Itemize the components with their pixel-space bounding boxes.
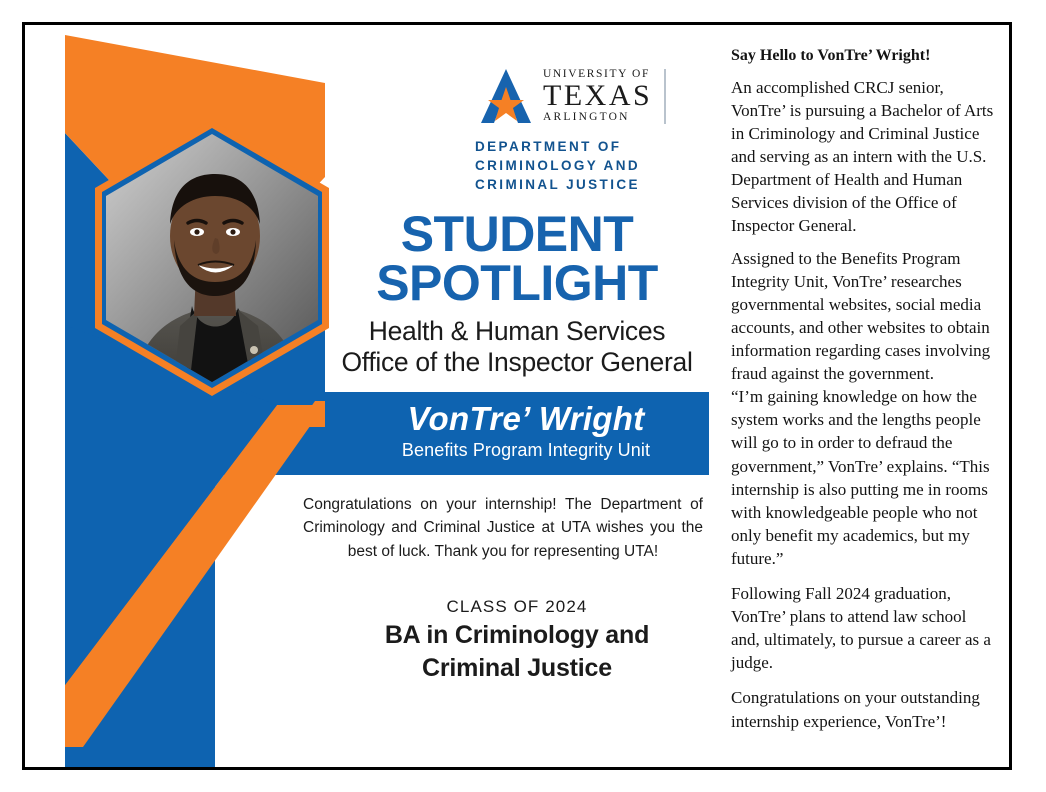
article-column — [731, 45, 999, 742]
page-title — [325, 206, 709, 379]
uta-a-star-icon — [475, 67, 537, 125]
article-paragraph: Assigned to the Benefits Program Integrity Unit, VonTre’ researches governmental websites, social media accounts, and other websites to obtain information regarding cases involving fraud against the government. — [731, 248, 991, 384]
logo-texas-text: TEXAS — [543, 79, 653, 112]
student-name: VonTre’ Wright — [407, 400, 645, 437]
article-heading: Say Hello to VonTre’ Wright! — [731, 47, 931, 64]
department-line-1: DEPARTMENT OF — [475, 139, 622, 154]
degree-line-2: Criminal Justice — [422, 654, 612, 682]
subtitle-line-2: Office of the Inspector General — [341, 347, 693, 378]
class-block — [325, 597, 709, 683]
uta-logo — [475, 65, 685, 205]
congratulations-text: Congratulations on your internship! The Department of Criminology and Criminal Justice at UTA wishes you the best of luck. Thank you for representing UTA! — [303, 496, 703, 560]
title-line-2: SPOTLIGHT — [376, 255, 658, 311]
department-name — [475, 137, 685, 194]
article-paragraph: “I’m gaining knowledge on how the system works and the lengths people will go to in order to defraud the government,” VonTre’ explains. “This internship is also putting me in rooms with knowledgeable people who not only benefit my academics, but my future.” — [731, 387, 990, 568]
class-of-label: CLASS OF 2024 — [446, 597, 588, 616]
article-paragraph: An accomplished CRCJ senior, VonTre’ is pursuing a Bachelor of Arts in Criminology and Criminal Justice and serving as an intern with the U.S. Department of Health and Human Services division of the Office of Inspector General. — [731, 77, 994, 236]
article-paragraph: Following Fall 2024 graduation, VonTre’ plans to attend law school and, ultimately, to pursue a career as a judge. — [731, 584, 991, 673]
article-paragraph: Congratulations on your outstanding internship experience, VonTre’! — [731, 688, 980, 731]
flyer-frame — [22, 22, 1012, 770]
student-name-banner — [325, 392, 709, 475]
department-line-2: CRIMINOLOGY AND — [475, 158, 641, 174]
student-unit: Benefits Program Integrity Unit — [401, 440, 651, 461]
flyer-panel — [25, 25, 709, 767]
logo-arlington-text: ARLINGTON — [543, 111, 630, 123]
portrait-hexagon — [88, 120, 336, 396]
degree-line-1: BA in Criminology and — [384, 621, 650, 649]
department-line-3: CRIMINAL JUSTICE — [475, 177, 640, 193]
avatar — [88, 120, 336, 396]
subtitle-line-1: Health & Human Services — [368, 316, 666, 346]
logo-university-text: UNIVERSITY OF — [543, 67, 650, 80]
title-line-1: STUDENT — [400, 206, 634, 262]
portrait-photo — [88, 120, 336, 396]
